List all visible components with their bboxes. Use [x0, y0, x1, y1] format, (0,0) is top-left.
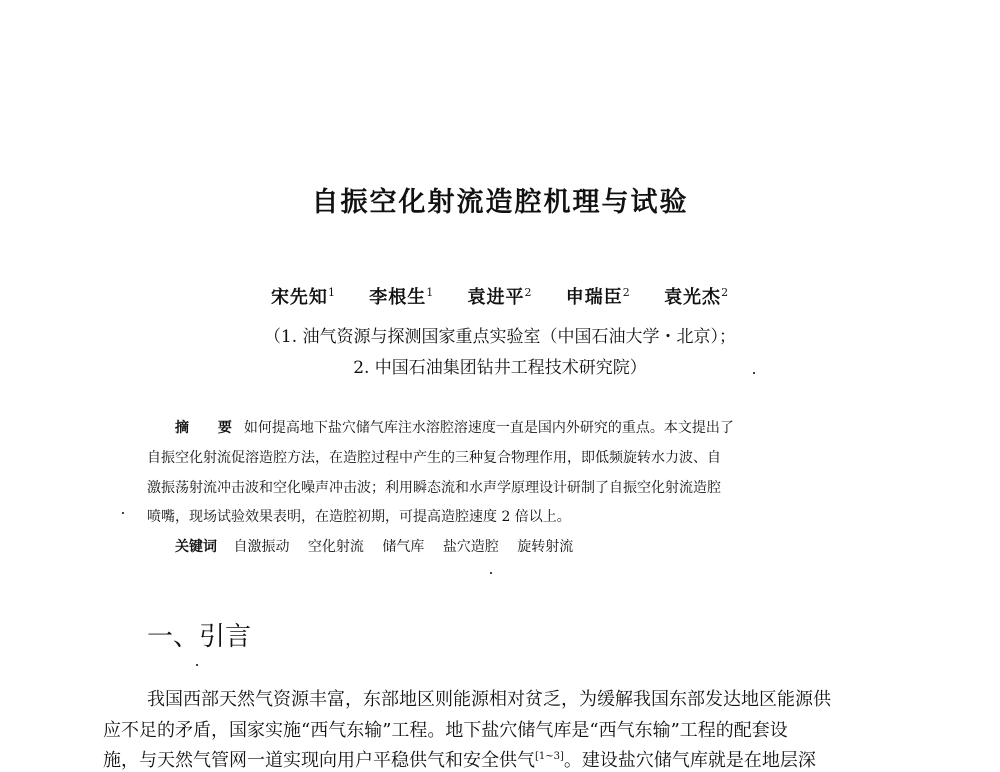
- keyword: 自激振动: [233, 539, 290, 555]
- body-text-line: [103, 746, 816, 772]
- abstract-line: 喷嘴，现场试验效果表明，在造腔初期，可提高造腔速度 2 倍以上。: [147, 509, 571, 525]
- abstract-line: [175, 417, 734, 437]
- affiliation-line: 2. 中国石油集团钻井工程技术研究院）: [353, 358, 647, 378]
- scan-speck: [196, 664, 198, 666]
- affiliation-mark: 2: [622, 286, 631, 299]
- scan-speck: [490, 572, 492, 574]
- author-name: 李根生: [369, 287, 427, 308]
- author: [468, 287, 533, 308]
- abstract-line: 激振荡射流冲击波和空化噪声冲击波；利用瞬态流和水声学原理设计研制了自振空化射流造腔: [147, 480, 721, 496]
- author-name: 袁进平: [467, 287, 525, 308]
- body-text: 施，与天然气管网一道实现向用户平稳供气和安全供气: [103, 750, 535, 771]
- body-text: 。建设盐穴储气库就是在地层深: [563, 750, 816, 771]
- affiliation-mark: 1: [426, 286, 435, 299]
- author: [566, 287, 631, 308]
- scan-speck: [753, 372, 755, 374]
- keyword: 盐穴造腔: [442, 539, 499, 555]
- section-heading: 一、引言: [147, 622, 252, 652]
- affiliation-mark: 2: [721, 286, 730, 299]
- author-name: 申瑞臣: [565, 287, 623, 308]
- abstract-text: 如何提高地下盐穴储气库注水溶腔溶速度一直是国内外研究的重点。本文提出了: [243, 420, 734, 436]
- abstract-label: 摘 要: [175, 420, 244, 436]
- author-name: 袁光杰: [664, 287, 722, 308]
- body-text-line: 我国西部天然气资源丰富，东部地区则能源相对贫乏，为缓解我国东部发达地区能源供: [147, 689, 831, 710]
- author: [271, 287, 336, 308]
- keywords-line: [175, 536, 587, 556]
- paper-title: 自振空化射流造腔机理与试验: [311, 187, 689, 218]
- author-list: [0, 283, 1000, 309]
- body-text-line: 应不足的矛盾，国家实施“西气东输”工程。地下盐穴储气库是“西气东输”工程的配套设: [103, 720, 788, 741]
- keyword: 空化射流: [307, 539, 364, 555]
- author-name: 宋先知: [270, 287, 328, 308]
- author: [664, 287, 729, 308]
- affiliation-mark: 2: [524, 286, 533, 299]
- abstract-line: 自振空化射流促溶造腔方法，在造腔过程中产生的三种复合物理作用，即低频旋转水力波、自: [147, 450, 721, 466]
- citation: [1~3]: [535, 751, 564, 762]
- keywords-label: 关键词: [175, 539, 217, 555]
- affiliation-mark: 1: [327, 286, 336, 299]
- author: [369, 287, 434, 308]
- keyword: 旋转射流: [517, 539, 574, 555]
- affiliation-line: （1. 油气资源与探测国家重点实验室（中国石油大学・北京）；: [263, 327, 737, 347]
- scan-speck: [122, 512, 124, 514]
- keyword: 储气库: [382, 539, 425, 555]
